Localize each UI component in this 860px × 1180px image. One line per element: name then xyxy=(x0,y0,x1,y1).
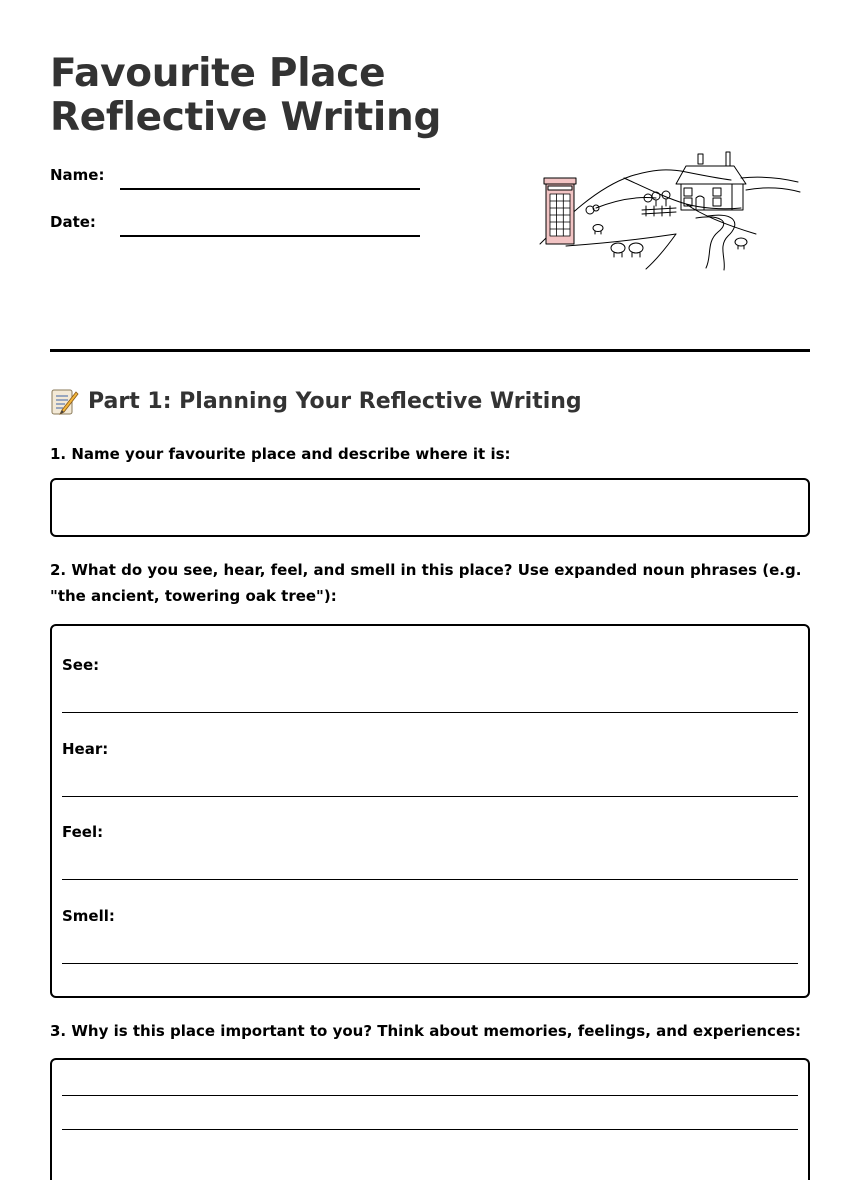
telephone-box-drawing xyxy=(544,178,576,244)
writing-line xyxy=(62,1129,798,1130)
title-line-2: Reflective Writing xyxy=(50,95,442,140)
memo-pencil-icon xyxy=(50,386,80,416)
writing-line xyxy=(62,1095,798,1096)
sense-label-hear: Hear: xyxy=(62,740,109,758)
sense-label-see: See: xyxy=(62,656,100,674)
answer-box-1 xyxy=(50,478,810,537)
sense-label-smell: Smell: xyxy=(62,907,115,925)
sheep-drawings xyxy=(593,225,747,258)
senses-box xyxy=(50,624,810,998)
date-label: Date: xyxy=(50,213,96,231)
question-2: 2. What do you see, hear, feel, and smell in this place? Use expanded noun phrases (e.g. "the ancient, towering oak tree"): xyxy=(50,561,802,605)
see-input[interactable] xyxy=(62,694,798,713)
date-field[interactable] xyxy=(120,215,420,237)
hear-input[interactable] xyxy=(62,778,798,797)
cottage-drawing xyxy=(676,152,746,210)
question-1: 1. Name your favourite place and describe where it is: xyxy=(50,445,511,463)
name-label: Name: xyxy=(50,166,105,184)
question-3: 3. Why is this place important to you? Think about memories, feelings, and experiences: xyxy=(50,1022,802,1040)
answer-1-input[interactable] xyxy=(52,480,808,535)
worksheet-title xyxy=(50,52,441,140)
title-line-1: Favourite Place xyxy=(50,51,386,96)
sense-label-feel: Feel: xyxy=(62,823,104,841)
part-1-title: Part 1: Planning Your Reflective Writing xyxy=(88,388,582,414)
feel-input[interactable] xyxy=(62,861,798,880)
smell-input[interactable] xyxy=(62,945,798,964)
part-1-heading xyxy=(50,386,582,416)
name-field[interactable] xyxy=(120,168,420,190)
answer-box-3[interactable] xyxy=(50,1058,810,1180)
countryside-scene-illustration xyxy=(536,148,802,272)
header-divider xyxy=(50,349,810,352)
